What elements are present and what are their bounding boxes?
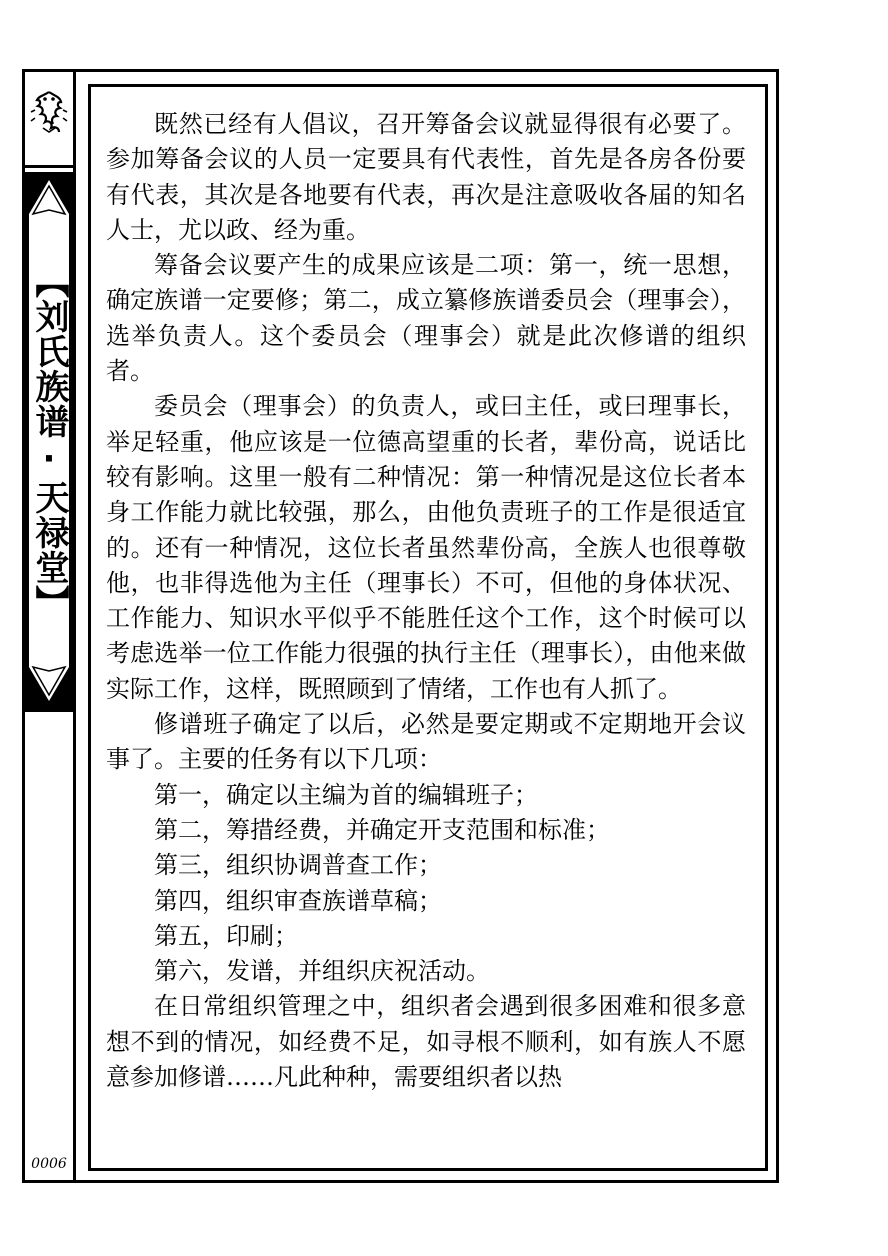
list-item: 第六，发谱，并组织庆祝活动。: [154, 957, 490, 986]
paragraph: 委员会（理事会）的负责人，或曰主任，或曰理事长，举足轻重，他应该是一位德高望重的长者，辈份高，说话比较有影响。这里一般有二种情况：第一种情况是这位长者本身工作能力就比较强，那么，由他负责班子的工作是很适宜的。还有一种情况，这位长者虽然辈份高，全族人也很尊敬他，也非得选他为主任（理事长）不可，但他的身体状况、工作能力、知识水平似乎不能胜任这个工作，这个时候可以考虑选举一位工作能力很强的执行主任（理事长），由他来做实际工作，这样，既照顾到了情绪，工作也有人抓了。: [106, 392, 746, 703]
sidebar: [25, 72, 76, 1180]
paragraph: 筹备会议要产生的成果应该是二项：第一，统一思想，确定族谱一定要修；第二，成立纂修族谱委员会（理事会），选举负责人。这个委员会（理事会）就是此次修谱的组织者。: [106, 251, 746, 386]
dragon-emblem-icon: [29, 90, 69, 134]
paragraph: 在日常组织管理之中，组织者会遇到很多困难和很多意想不到的情况，如经费不足，如寻根不顺利，如有族人不愿意参加修谱……凡此种种，需要组织者以热: [106, 992, 746, 1092]
sidebar-title: 【刘氏族谱·天禄堂】: [29, 264, 69, 620]
list-item: 第二，筹措经费，并确定开支范围和标准；: [154, 815, 610, 844]
list-item: 第三，组织协调普查工作；: [154, 851, 442, 880]
title-band: [25, 172, 73, 712]
list-item: 第四，组织审查族谱草稿；: [154, 886, 442, 915]
logo-box: [25, 72, 73, 168]
paragraph: 既然已经有人倡议，召开筹备会议就显得很有必要了。参加筹备会议的人员一定要具有代表性，首先是各房各份要有代表，其次是各地要有代表，再次是注意吸收各届的知名人士，尤以政、经为重。: [106, 110, 746, 244]
body-text: [106, 107, 746, 1095]
page-number: 0006: [31, 1156, 67, 1172]
paragraph: 修谱班子确定了以后，必然是要定期或不定期地开会议事了。主要的任务有以下几项：: [106, 710, 746, 774]
page-frame: [22, 69, 779, 1183]
list-item: 第五，印刷；: [154, 921, 298, 950]
content-frame: [88, 84, 768, 1171]
list-item: 第一，确定以主编为首的编辑班子；: [154, 780, 538, 809]
